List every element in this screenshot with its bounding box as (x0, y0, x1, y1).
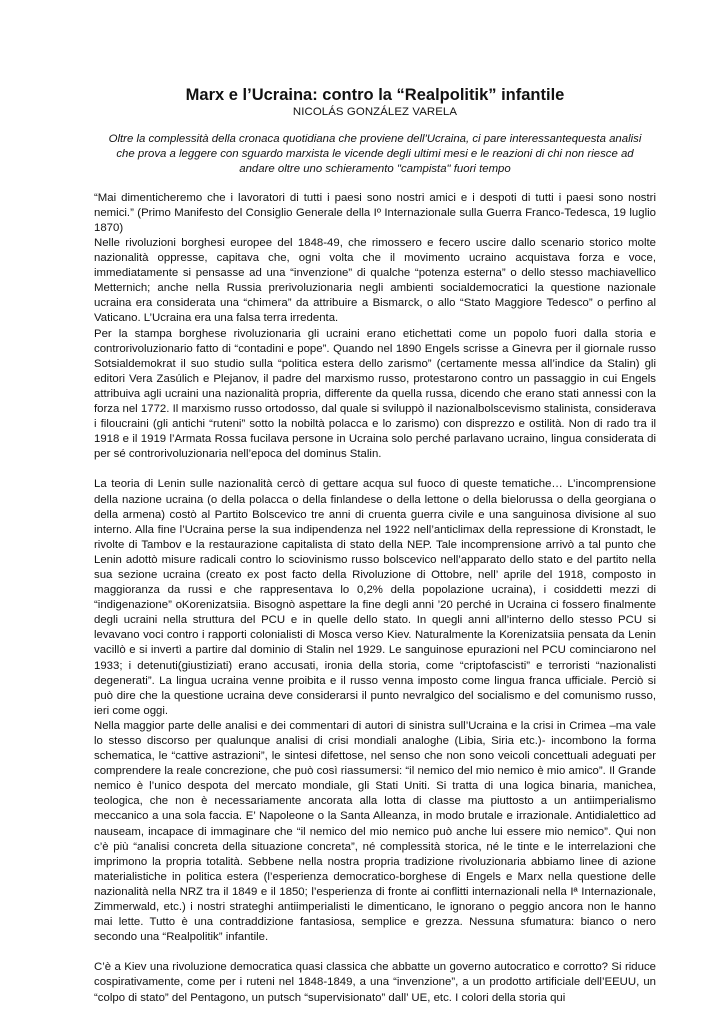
paragraph-epigraph: “Mai dimenticheremo che i lavoratori di tutti i paesi sono nostri amici e i despoti di tutti i paesi sono nostri nemici.” (Primo Manifesto del Consiglio Generale della Iº Internazionale sulla Guerra Franco-Tedesca, 19 luglio 1870) (94, 191, 656, 234)
paragraph: C’è a Kiev una rivoluzione democratica quasi classica che abbatte un governo autocratico e corrotto? Si riduce cospirativamente, come per i ruteni nel 1848-1849, a una “invenzione”, a un prodotto artificiale dell’EEUU, un “colpo di stato” del Pentagono, un putsch “supervisionato” dall’ UE, etc. I colori della storia qui (94, 961, 656, 1004)
document-page (94, 85, 656, 1006)
paragraph: Nelle rivoluzioni borghesi europee del 1848-49, che rimossero e fecero uscire dallo scenario storico molte nazionalità oppresse, capitava che, ogni volta che il movimento ucraino acquistava forza e voce, immediatamente si pensasse ad una “invenzione” di qualche “potenza esterna” o dello stesso machiavellico Metternich; anche nella Russia prerivoluzionaria negli ambienti socialdemocratici la questione nazionale ucraina era considerata una “chimera” da attribuire a Bismarck, o allo “Stato Maggiore Tedesco” o perfino al Vaticano. L’Ucraina era una falsa terra irredenta. (94, 237, 656, 325)
paragraph: Per la stampa borghese rivoluzionaria gli ucraini erano etichettati come un popolo fuori dalla storia e controrivoluzionario fatto di “contadini e pope”. Quando nel 1890 Engels scrisse a Ginevra per il giornale russo Sotsialdemokrat il suo studio sulla “politica estera dello zarismo” (certamente messa all’indice da Stalin) gli editori Vera Zasúlich e Plejanov, il padre del marxismo russo, protestarono contro un passaggio in cui Engels attribuiva agli ucraini una nazionalità propria, differente da quella russa, dicendo che erano stati annessi con la forza nel 1772. Il marxismo russo ortodosso, dal quale si sviluppò il nazionalbolscevismo stalinista, considerava i filoucraini (gli antichi “ruteni” sotto la nobiltà polacca e lo zarismo) con disprezzo e ostilità. Non di rado tra il 1918 e il 1919 l’Armata Rossa fucilava persone in Ucraina solo perché parlavano ucraino, lingua considerata di per sé controrivoluzionaria nell’epoca del dominus Stalin. (94, 327, 656, 461)
article-body (94, 191, 656, 1006)
paragraph: La teoria di Lenin sulle nazionalità cercò di gettare acqua sul fuoco di queste tematiche… L’incomprensione della nazione ucraina (o della polacca o della finlandese o della lettone o della bielorussa o della georgiana o della armena) costò al Partito Bolscevico tre anni di cruenta guerra civile e una sanguinosa divisione al suo interno. Alla fine l’Ucraina perse la sua indipendenza nel 1922 nell’anticlimax della repressione di Kronstadt, le rivolte di Tambov e la restaurazione capitalista di stato della NEP. Tale incomprensione arrivò a tal punto che Lenin adottò misure radicali contro lo sciovinismo russo bolscevico nell’apparato dello stato e del partito nella sua sezione ucraina (creato ex post facto della Rivoluzione di Ottobre, nell’ aprile del 1918, composto in maggioranza da russi e che rappresentava lo 0,2% della popolazione ucraina), i cosiddetti mezzi di “indigenazione” oKorenizatsiia. Bisognò aspettare la fine degli anni ’20 perché in Ucraina ci fossero finalmente degli ucraini nella struttura del PCU e in quelle dello stato. In quegli anni all’interno dello stesso PCU si levavano voci contro i rapporti colonialisti di Mosca verso Kiev. Naturalmente la Korenizatsiia pensata da Lenin vacillò e si invertì a partire dal dominio di Stalin nel 1929. Le sanguinose epurazioni nel PCU cominciarono nel 1933; i detenuti(giustiziati) erano accusati, ironia della storia, come “criptofascisti” e terroristi “nazionalisti degenerati”. La lingua ucraina venne proibita e il russo venna imposto come lingua franca ufficiale. Perciò si può dire che la questione ucraina deve considerarsi il punto nevralgico del socialismo e del comunismo russo, ieri come oggi. (94, 478, 656, 717)
author-name: NICOLÁS GONZÁLEZ VARELA (292, 106, 458, 118)
paragraph: Nella maggior parte delle analisi e dei commentari di autori di sinistra sull’Ucraina e la crisi in Crimea –ma vale lo stesso discorso per qualunque analisi di crisi mondiali analoghe (Libia, Siria etc.)- incombono la forma schematica, le “cattive astrazioni”, le sintesi difettose, nel senso che non sono veicoli concettuali adeguati per comprendere la reale concrezione, che può così riassumersi: “il nemico del mio nemico è mio amico”. Il Grande nemico è l’unico despota del mercato mondiale, gli Stati Uniti. Si tratta di una logica binaria, manichea, teologica, che non è necessariamente ancorata alla lotta di classe ma piuttosto a un antiimperialismo meccanico a una sola faccia. E’ Napoleone o la Santa Alleanza, in modo brutale e irrazionale. Antidialettico ad nauseam, incapace di immaginare che “il nemico del mio nemico può anche lui essere mio nemico”. Qui non c’è più “analisi concreta della situazione concreta”, né complessità storica, né le tinte e le interrelazioni che imprimono la propria totalità. Sebbene nella nostra propria tradizione rivoluzionaria abbiamo linee di azione materialistiche in politica estera (l’esperienza democratico-borghese di Engels e Marx nella questione delle nazionalità nella NRZ tra il 1849 e il 1850; l’esperienza di fronte ai conflitti internazionali nella Iª Internazionale, Zimmerwald, etc.) i nostri strateghi antiimperialisti le dimenticano, le ignorano o peggio ancora non le hanno mai lette. Tutto è una contraddizione fantasiosa, semplice e grezza. Nessuna sfumatura: bianco o nero secondo una “Realpolitik” infantile. (94, 719, 656, 944)
article-abstract: Oltre la complessità della cronaca quotidiana che proviene dell'Ucraina, ci pare interessantequesta analisi che prova a leggere con sguardo marxista le vicende degli ultimi mesi e le reazioni di chi non riesce ad andare oltre uno schieramento "campista" fuori tempo (108, 133, 642, 175)
article-title: Marx e l’Ucraina: contro la “Realpolitik” infantile (185, 86, 565, 104)
